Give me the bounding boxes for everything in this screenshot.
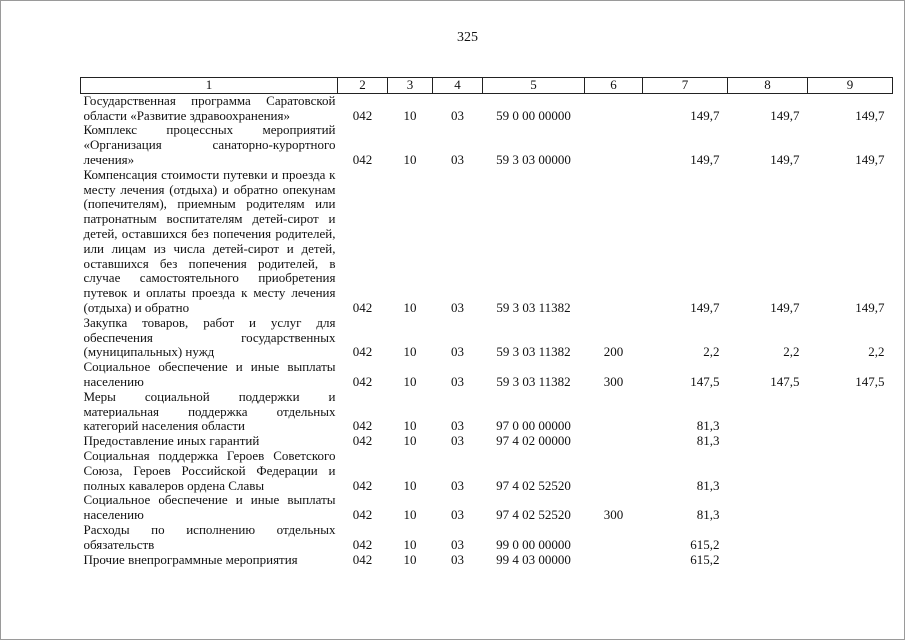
cell-amount-1: 81,3 bbox=[696, 477, 720, 493]
cell-description: Меры социальной поддержки и материальная поддержка отдельных категорий населения области bbox=[83, 388, 336, 434]
cell-csr: 59 3 03 11382 bbox=[496, 344, 571, 360]
cell-vr: 300 bbox=[603, 373, 624, 389]
table-row bbox=[81, 93, 893, 123]
cell-amount-1: 147,5 bbox=[690, 373, 720, 389]
cell-gr: 042 bbox=[352, 107, 373, 123]
table-row bbox=[81, 168, 893, 316]
cell-gr: 042 bbox=[352, 418, 373, 434]
cell-description: Закупка товаров, работ и услуг для обеспечения государственных (муниципальных) нужд bbox=[83, 314, 336, 360]
budget-table bbox=[80, 77, 893, 567]
table-row bbox=[81, 523, 893, 553]
table-row bbox=[81, 434, 893, 449]
cell-pr: 03 bbox=[451, 299, 464, 315]
cell-amount-2: 149,7 bbox=[770, 299, 800, 315]
column-header-1: 1 bbox=[81, 78, 338, 94]
cell-csr: 59 0 00 00000 bbox=[496, 107, 571, 123]
cell-amount-3 bbox=[808, 434, 893, 449]
cell-gr: 042 bbox=[352, 536, 373, 552]
table-row bbox=[81, 449, 893, 493]
cell-description: Расходы по исполнению отдельных обязательств bbox=[83, 521, 336, 552]
table-row bbox=[81, 316, 893, 360]
column-header-7: 7 bbox=[643, 78, 728, 94]
cell-amount-2 bbox=[728, 449, 808, 493]
cell-csr: 97 4 02 00000 bbox=[496, 433, 571, 449]
cell-pr: 03 bbox=[451, 477, 464, 493]
cell-rz: 10 bbox=[403, 551, 417, 567]
cell-amount-2 bbox=[728, 493, 808, 523]
cell-rz: 10 bbox=[403, 107, 417, 123]
cell-pr: 03 bbox=[451, 373, 464, 389]
cell-csr: 97 4 02 52520 bbox=[496, 507, 571, 523]
cell-description: Социальное обеспечение и иные выплаты населению bbox=[83, 492, 336, 523]
cell-csr: 59 3 03 11382 bbox=[496, 299, 571, 315]
table-row bbox=[81, 360, 893, 390]
cell-vr: 200 bbox=[603, 344, 624, 360]
cell-rz: 10 bbox=[403, 373, 417, 389]
column-header-3: 3 bbox=[388, 78, 433, 94]
cell-amount-2: 2,2 bbox=[783, 344, 800, 360]
cell-amount-1: 615,2 bbox=[690, 551, 720, 567]
cell-csr: 59 3 03 11382 bbox=[496, 373, 571, 389]
cell-amount-2: 147,5 bbox=[770, 373, 800, 389]
cell-description: Комплекс процессных мероприятий «Организация санаторно-курортного лечения» bbox=[83, 122, 336, 167]
cell-gr: 042 bbox=[352, 299, 373, 315]
cell-pr: 03 bbox=[451, 344, 464, 360]
cell-gr: 042 bbox=[352, 433, 373, 449]
cell-amount-3 bbox=[808, 390, 893, 434]
cell-amount-3: 149,7 bbox=[855, 299, 885, 315]
cell-csr: 99 4 03 00000 bbox=[496, 551, 571, 567]
table-row bbox=[81, 390, 893, 434]
cell-amount-3: 147,5 bbox=[855, 373, 885, 389]
cell-amount-2 bbox=[728, 523, 808, 553]
cell-amount-3 bbox=[808, 493, 893, 523]
cell-vr: 300 bbox=[603, 507, 624, 523]
cell-amount-3 bbox=[808, 553, 893, 568]
cell-amount-1: 81,3 bbox=[696, 507, 720, 523]
cell-pr: 03 bbox=[451, 433, 464, 449]
header-row bbox=[81, 78, 893, 94]
column-header-4: 4 bbox=[433, 78, 483, 94]
cell-csr: 99 0 00 00000 bbox=[496, 536, 571, 552]
cell-vr bbox=[585, 523, 643, 553]
cell-amount-1: 149,7 bbox=[690, 299, 720, 315]
cell-amount-1: 615,2 bbox=[690, 536, 720, 552]
cell-amount-2: 149,7 bbox=[770, 151, 800, 167]
cell-gr: 042 bbox=[352, 507, 373, 523]
column-header-2: 2 bbox=[338, 78, 388, 94]
cell-vr bbox=[585, 434, 643, 449]
column-header-5: 5 bbox=[483, 78, 585, 94]
cell-amount-3: 149,7 bbox=[855, 107, 885, 123]
cell-rz: 10 bbox=[403, 418, 417, 434]
cell-vr bbox=[585, 553, 643, 568]
cell-amount-3: 149,7 bbox=[855, 151, 885, 167]
page-number: 325 bbox=[457, 30, 478, 45]
cell-amount-3: 2,2 bbox=[868, 344, 885, 360]
cell-description: Социальная поддержка Героев Советского Союза, Героев Российской Федерации и полных кавалеров ордена Славы bbox=[83, 447, 336, 493]
cell-rz: 10 bbox=[403, 477, 417, 493]
cell-rz: 10 bbox=[403, 433, 417, 449]
cell-amount-2: 149,7 bbox=[770, 107, 800, 123]
cell-pr: 03 bbox=[451, 507, 464, 523]
cell-description: Предоставление иных гарантий bbox=[83, 433, 260, 449]
cell-gr: 042 bbox=[352, 344, 373, 360]
cell-csr: 97 4 02 52520 bbox=[496, 477, 571, 493]
cell-amount-1: 81,3 bbox=[696, 418, 720, 434]
cell-rz: 10 bbox=[403, 151, 417, 167]
cell-amount-1: 149,7 bbox=[690, 107, 720, 123]
cell-pr: 03 bbox=[451, 536, 464, 552]
cell-pr: 03 bbox=[451, 551, 464, 567]
column-header-9: 9 bbox=[808, 78, 893, 94]
cell-description: Социальное обеспечение и иные выплаты населению bbox=[83, 359, 336, 389]
column-header-8: 8 bbox=[728, 78, 808, 94]
cell-vr bbox=[585, 168, 643, 316]
cell-gr: 042 bbox=[352, 477, 373, 493]
cell-rz: 10 bbox=[403, 507, 417, 523]
cell-amount-3 bbox=[808, 523, 893, 553]
cell-rz: 10 bbox=[403, 344, 417, 360]
cell-description: Компенсация стоимости путевки и проезда к месту лечения (отдыха) и обратно опекунам (попечителям), приемным родителям или патронатным воспитателям детей-сирот и детей, оставшихся без попечения родителей, или лицам из числа детей-сирот и детей, оставшихся без попечения родителей, в случае самостоятельного приобретения путевок и оплаты проезда к месту лечения (отдыха) и обратно bbox=[83, 166, 336, 315]
cell-csr: 59 3 03 00000 bbox=[496, 151, 571, 167]
cell-gr: 042 bbox=[352, 151, 373, 167]
cell-pr: 03 bbox=[451, 151, 464, 167]
cell-amount-1: 149,7 bbox=[690, 151, 720, 167]
cell-rz: 10 bbox=[403, 299, 417, 315]
cell-vr bbox=[585, 390, 643, 434]
cell-description: Прочие внепрограммные мероприятия bbox=[83, 551, 298, 567]
table-row bbox=[81, 493, 893, 523]
table-row bbox=[81, 123, 893, 167]
cell-amount-1: 81,3 bbox=[696, 433, 720, 449]
cell-gr: 042 bbox=[352, 551, 373, 567]
cell-pr: 03 bbox=[451, 107, 464, 123]
cell-gr: 042 bbox=[352, 373, 373, 389]
cell-vr bbox=[585, 93, 643, 123]
cell-amount-3 bbox=[808, 449, 893, 493]
table-row bbox=[81, 553, 893, 568]
cell-rz: 10 bbox=[403, 536, 417, 552]
cell-description: Государственная программа Саратовской области «Развитие здравоохранения» bbox=[83, 92, 336, 123]
cell-pr: 03 bbox=[451, 418, 464, 434]
cell-amount-2 bbox=[728, 434, 808, 449]
cell-amount-1: 2,2 bbox=[703, 344, 720, 360]
cell-csr: 97 0 00 00000 bbox=[496, 418, 571, 434]
column-header-6: 6 bbox=[585, 78, 643, 94]
cell-amount-2 bbox=[728, 390, 808, 434]
cell-vr bbox=[585, 123, 643, 167]
cell-amount-2 bbox=[728, 553, 808, 568]
cell-vr bbox=[585, 449, 643, 493]
